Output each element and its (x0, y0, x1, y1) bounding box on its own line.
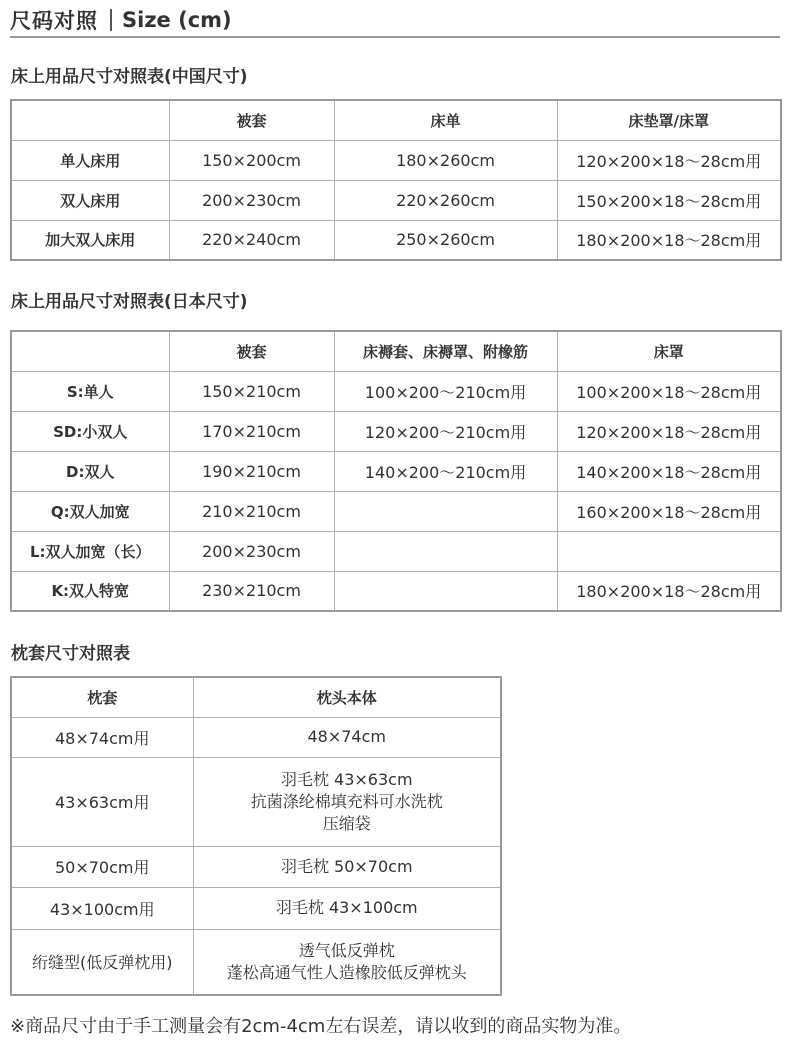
pillowcase-size-cell: 50×70cm用 (11, 846, 193, 887)
row-label-cell: D:双人 (11, 451, 169, 491)
column-header: 被套 (169, 100, 334, 140)
size-cell: 220×240cm (169, 220, 334, 260)
size-cell: 150×200×18～28cm用 (557, 180, 781, 220)
column-header: 床罩 (557, 331, 781, 371)
size-cell: 210×210cm (169, 491, 334, 531)
table-row (11, 451, 781, 491)
size-cell: 100×200～210cm用 (334, 371, 557, 411)
table-row (11, 371, 781, 411)
page-subtitle: Size (cm) (122, 8, 232, 32)
table-row (11, 846, 501, 887)
table-row (11, 220, 781, 260)
page-header (10, 4, 780, 38)
pillow-body-line: 羽毛枕 50×70cm (280, 856, 413, 876)
size-cell (334, 491, 557, 531)
pillowcase-size-cell: 43×100cm用 (11, 887, 193, 929)
size-cell (557, 531, 781, 571)
size-cell: 170×210cm (169, 411, 334, 451)
pillow-body-line: 抗菌涤纶棉填充料可水洗枕 (250, 791, 443, 811)
column-header: 枕头本体 (193, 677, 501, 717)
pillow-body-line: 羽毛枕 43×100cm (275, 898, 418, 917)
row-label-cell: 单人床用 (11, 140, 169, 180)
size-cell: 120×200×18～28cm用 (557, 140, 781, 180)
table-header-row (11, 331, 781, 371)
table-row (11, 717, 501, 757)
pillow-table-title: 枕套尺寸对照表 (11, 644, 130, 664)
table-row (11, 491, 781, 531)
column-header: 床单 (334, 100, 557, 140)
size-cell: 180×200×18～28cm用 (557, 220, 781, 260)
header-corner-cell (11, 100, 169, 140)
pillowcase-size-cell: 43×63cm用 (11, 757, 193, 846)
table-header-row (11, 100, 781, 140)
column-header: 床垫罩/床罩 (557, 100, 781, 140)
table-row (11, 531, 781, 571)
pillow-size-table (10, 676, 502, 996)
page-title: 尺码对照 (10, 9, 98, 33)
size-cell (334, 571, 557, 611)
pillow-body-cell (193, 717, 501, 757)
size-cell: 160×200×18～28cm用 (557, 491, 781, 531)
table-row (11, 929, 501, 995)
table-row (11, 757, 501, 846)
row-label-cell: 加大双人床用 (11, 220, 169, 260)
size-cell: 140×200×18～28cm用 (557, 451, 781, 491)
size-cell: 190×210cm (169, 451, 334, 491)
row-label-cell: S:单人 (11, 371, 169, 411)
size-cell: 120×200×18～28cm用 (557, 411, 781, 451)
pillow-body-cell (193, 887, 501, 929)
row-label-cell: SD:小双人 (11, 411, 169, 451)
pillowcase-size-cell: 绗缝型(低反弹枕用) (11, 929, 193, 995)
pillow-body-line: 48×74cm (307, 727, 386, 746)
size-cell: 100×200×18～28cm用 (557, 371, 781, 411)
pillow-body-cell (193, 846, 501, 887)
table-row (11, 571, 781, 611)
pillow-body-line: 羽毛枕 43×63cm (280, 769, 413, 789)
pillow-body-line: 透气低反弹枕 (298, 940, 395, 960)
size-cell: 150×210cm (169, 371, 334, 411)
pillow-body-line: 蓬松高通气性人造橡胶低反弹枕头 (226, 962, 467, 982)
table-row (11, 140, 781, 180)
size-cell: 140×200～210cm用 (334, 451, 557, 491)
japan-table-title: 床上用品尺寸对照表(日本尺寸) (11, 292, 248, 312)
size-cell: 250×260cm (334, 220, 557, 260)
size-cell (334, 531, 557, 571)
column-header: 床褥套、床褥罩、附橡筋 (334, 331, 557, 371)
row-label-cell: K:双人特宽 (11, 571, 169, 611)
table-header-row (11, 677, 501, 717)
pillowcase-size-cell: 48×74cm用 (11, 717, 193, 757)
size-cell: 120×200～210cm用 (334, 411, 557, 451)
table-row (11, 411, 781, 451)
pillow-body-line: 压缩袋 (322, 813, 371, 833)
column-header: 枕套 (11, 677, 193, 717)
title-divider (110, 9, 112, 31)
row-label-cell: Q:双人加宽 (11, 491, 169, 531)
china-size-table (10, 99, 782, 261)
table-row (11, 887, 501, 929)
measurement-footnote: ※商品尺寸由于手工测量会有2cm-4cm左右误差，请以收到的商品实物为准。 (10, 1016, 632, 1037)
row-label-cell: 双人床用 (11, 180, 169, 220)
table-row (11, 180, 781, 220)
pillow-body-cell (193, 757, 501, 846)
header-corner-cell (11, 331, 169, 371)
size-cell: 200×230cm (169, 531, 334, 571)
size-cell: 220×260cm (334, 180, 557, 220)
pillow-body-cell (193, 929, 501, 995)
column-header: 被套 (169, 331, 334, 371)
size-cell: 200×230cm (169, 180, 334, 220)
row-label-cell: L:双人加宽（长） (11, 531, 169, 571)
size-cell: 180×200×18～28cm用 (557, 571, 781, 611)
size-cell: 150×200cm (169, 140, 334, 180)
china-table-title: 床上用品尺寸对照表(中国尺寸) (11, 67, 248, 87)
japan-size-table (10, 330, 782, 612)
size-cell: 180×260cm (334, 140, 557, 180)
size-cell: 230×210cm (169, 571, 334, 611)
